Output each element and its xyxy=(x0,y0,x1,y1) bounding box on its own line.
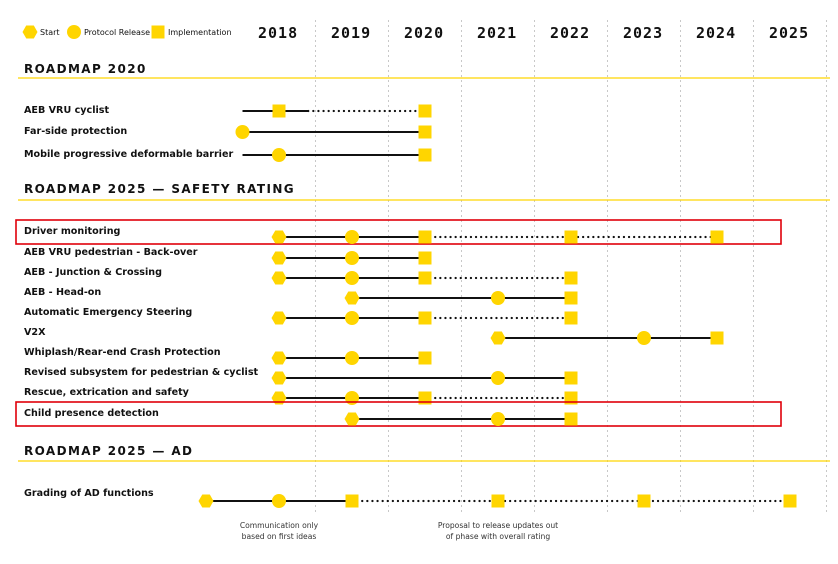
square-marker xyxy=(419,105,432,118)
row-label: Mobile progressive deformable barrier xyxy=(24,149,234,160)
row-label: Automatic Emergency Steering xyxy=(24,307,193,318)
circle-marker xyxy=(345,251,359,265)
circle-marker xyxy=(491,371,505,385)
circle-marker xyxy=(272,148,286,162)
row-label: Whiplash/Rear-end Crash Protection xyxy=(24,347,221,358)
footnote-line: based on first ideas xyxy=(241,532,317,541)
square-marker xyxy=(419,231,432,244)
legend-circle-icon xyxy=(67,25,81,39)
circle-marker xyxy=(345,311,359,325)
square-marker xyxy=(273,105,286,118)
square-marker xyxy=(711,231,724,244)
square-marker xyxy=(565,272,578,285)
square-marker xyxy=(419,126,432,139)
hexagon-marker xyxy=(272,272,287,285)
year-header: 2023 xyxy=(623,24,664,42)
section-title: ROADMAP 2025 — SAFETY RATING xyxy=(24,182,296,196)
square-marker xyxy=(638,495,651,508)
hexagon-marker xyxy=(345,413,360,426)
footnote-line: Communication only xyxy=(239,521,319,530)
square-marker xyxy=(419,149,432,162)
square-marker xyxy=(565,312,578,325)
circle-marker xyxy=(345,391,359,405)
row-label: Child presence detection xyxy=(24,408,159,419)
square-marker xyxy=(419,312,432,325)
hexagon-marker xyxy=(272,352,287,365)
hexagon-marker xyxy=(345,292,360,305)
row-label: Grading of AD functions xyxy=(24,488,154,499)
row-label: Far-side protection xyxy=(24,126,128,137)
circle-marker xyxy=(236,125,250,139)
year-header: 2020 xyxy=(404,24,445,42)
row-label: AEB VRU pedestrian - Back-over xyxy=(24,247,198,258)
row-label: AEB VRU cyclist xyxy=(24,105,110,116)
year-header: 2019 xyxy=(331,24,372,42)
row-label: Rescue, extrication and safety xyxy=(24,387,189,398)
circle-marker xyxy=(345,271,359,285)
section-title: ROADMAP 2020 xyxy=(24,62,147,76)
legend-square-icon xyxy=(152,26,165,39)
year-header: 2022 xyxy=(550,24,591,42)
legend-label: Start xyxy=(40,28,60,37)
square-marker xyxy=(565,231,578,244)
circle-marker xyxy=(491,291,505,305)
legend-label: Protocol Release xyxy=(84,28,151,37)
circle-marker xyxy=(491,412,505,426)
square-marker xyxy=(419,352,432,365)
row-label: AEB - Head-on xyxy=(24,287,102,298)
circle-marker xyxy=(345,351,359,365)
footnote xyxy=(194,520,364,542)
legend-label: Implementation xyxy=(168,28,232,37)
circle-marker xyxy=(637,331,651,345)
square-marker xyxy=(492,495,505,508)
square-marker xyxy=(346,495,359,508)
square-marker xyxy=(784,495,797,508)
year-header: 2025 xyxy=(769,24,810,42)
row-label: V2X xyxy=(24,327,46,338)
square-marker xyxy=(565,413,578,426)
square-marker xyxy=(565,292,578,305)
circle-marker xyxy=(345,230,359,244)
square-marker xyxy=(565,372,578,385)
square-marker xyxy=(419,252,432,265)
row-label: Revised subsystem for pedestrian & cyclist xyxy=(24,367,259,378)
hexagon-marker xyxy=(272,312,287,325)
footnote-line: Proposal to release updates out xyxy=(437,521,559,530)
square-marker xyxy=(419,272,432,285)
highlight-box xyxy=(16,220,781,244)
section-title: ROADMAP 2025 — AD xyxy=(24,444,194,458)
hexagon-marker xyxy=(272,372,287,385)
year-header: 2024 xyxy=(696,24,737,42)
year-header: 2021 xyxy=(477,24,518,42)
hexagon-marker xyxy=(272,252,287,265)
year-header: 2018 xyxy=(258,24,299,42)
circle-marker xyxy=(272,494,286,508)
square-marker xyxy=(711,332,724,345)
footnote-line: of phase with overall rating xyxy=(445,532,551,541)
row-label: AEB - Junction & Crossing xyxy=(24,267,162,278)
hexagon-marker xyxy=(272,231,287,244)
hexagon-marker xyxy=(199,495,214,508)
row-label: Driver monitoring xyxy=(24,226,121,237)
hexagon-marker xyxy=(491,332,506,345)
legend-hexagon-icon xyxy=(23,26,38,39)
footnote xyxy=(413,520,583,542)
